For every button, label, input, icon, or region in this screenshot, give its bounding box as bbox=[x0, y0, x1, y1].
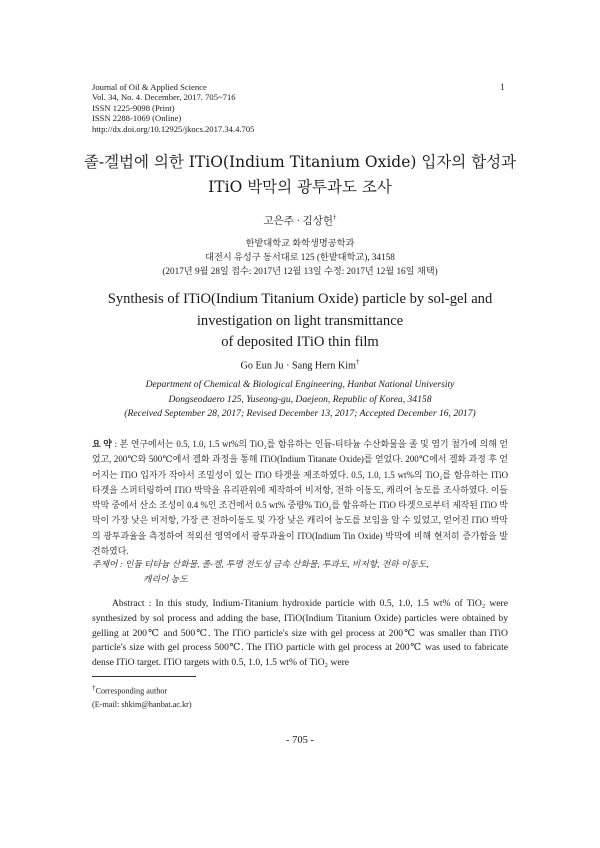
title-english-line3: of deposited ITiO thin film bbox=[221, 334, 379, 350]
title-korean bbox=[0, 150, 600, 200]
affiliation-english-line3: (Received September 28, 2017; Revised December 13, 2017; Accepted December 16, 2017) bbox=[124, 408, 476, 420]
keywords bbox=[92, 557, 508, 587]
abstract-english-text: : In this study, Indium-Titanium hydroxide particle with 0.5, 1.0, 1.5 wt% of TiO₂ were synthesized by sol process and adding the base, ITiO(Indium Titanium Oxide) particles were obtained by gelling at 200℃ and 500℃. The ITiO particle's size with gel process at 200℃ was smaller than ITiO particle's size with gel process 500℃. The ITiO particle with gel process at 200℃ was used to fabricate dense ITiO target. ITiO targets with 0.5, 1.0, 1.5 wt% of TiO₂ were bbox=[92, 598, 508, 669]
affiliation-korean-line2: 대전시 유성구 동서대로 125 (한밭대학교), 34158 bbox=[205, 252, 395, 263]
keywords-line1: 인듐 티타늄 산화물, 졸-겔, 투명 전도성 금속 산화물, 투과도, 비저항, 전하 이동도, bbox=[124, 559, 429, 569]
journal-name: Journal of Oil & Applied Science bbox=[92, 82, 207, 92]
affiliation-english-line2: Dongseodaero 125, Yuseong-gu, Daejeon, Republic of Korea, 34158 bbox=[168, 393, 432, 405]
authors-english bbox=[0, 358, 600, 371]
title-korean-line1: 졸-겔법에 의한 ITiO(Indium Titanium Oxide) 입자의 합성과 bbox=[83, 153, 517, 171]
doi-link[interactable]: http://dx.doi.org/10.12925/jkocs.2017.34.4.705 bbox=[92, 123, 255, 134]
keywords-line2: 캐리어 농도 bbox=[143, 574, 188, 584]
issn-print: ISSN 1225-9098 (Print) bbox=[92, 102, 175, 113]
footnote bbox=[92, 682, 192, 712]
abstract-korean-text: : 본 연구에서는 0.5, 1.0, 1.5 wt%의 TiO₂를 함유하는 인듐-티타늄 수산화물을 졸 및 염기 첨가에 의해 얻었고, 200℃와 500℃에서 겔화 과정을 통해 ITiO(Indium Titanate Oxide)를 얻었다. 200℃에서 겔화 과정 후 얻어지는 ITiO 입자가 작아서 조밀성이 있는 ITiO 타겟을 제조하였다. 0.5, 1.0, 1.5 wt%의 TiO₂를 함유하는 ITiO 타겟을 스퍼터링하여 ITiO 박막을 유리판위에 제작하여 비저항, 전하 이동도, 캐리어 농도를 조사하였다. 이들 박막 중에서 산소 조성이 0.4 %인 조건에서 0.5 wt% 중량% TiO₂를 함유하는 ITiO 타겟으로부터 제작된 ITiO 박막이 가장 낮은 비저항, 가장 큰 전하이동도 및 가장 낮은 캐리어 농도를 보임을 알 수 있었고, 얻어진 ITiO 박막의 광투과율을 측정하여 적외선 영역에서 광투과율이 ITO(Indium Tin Oxide) 박막에 비해 현저히 증가함을 발견하였다. bbox=[92, 439, 509, 557]
abstract-english bbox=[92, 597, 508, 671]
footnote-corresponding: Corresponding author bbox=[95, 686, 168, 696]
keywords-label: 주제어 : bbox=[92, 559, 123, 569]
affiliation-korean-line1: 한밭대학교 화학생명공학과 bbox=[245, 238, 355, 248]
dagger-mark-en: † bbox=[355, 358, 360, 366]
page-number-top: 1 bbox=[500, 82, 505, 92]
footnote-email: (E-mail: shkim@hanbat.ac.kr) bbox=[92, 700, 192, 710]
authors-english-names: Go Eun Ju · Sang Hern Kim bbox=[240, 360, 356, 372]
issn-online: ISSN 2288-1069 (Online) bbox=[92, 113, 182, 124]
title-korean-line2: ITiO 박막의 광투과도 조사 bbox=[208, 178, 392, 196]
footnote-rule bbox=[92, 676, 196, 677]
title-english-line1: Synthesis of ITiO(Indium Titanium Oxide) particle by sol-gel and bbox=[107, 291, 493, 307]
authors-korean-names: 고은주 · 김상헌 bbox=[263, 216, 334, 227]
affiliation-korean-line3: (2017년 9월 28일 접수: 2017년 12월 13일 수정: 2017년 12월 16일 채택) bbox=[162, 266, 438, 277]
authors-korean bbox=[0, 213, 600, 228]
dagger-mark: † bbox=[333, 213, 337, 222]
title-english bbox=[0, 289, 600, 354]
page-number-bottom: - 705 - bbox=[286, 735, 314, 746]
abstract-korean-label: 요 약 bbox=[92, 439, 112, 449]
volume-line: Vol. 34, No. 4. December, 2017. 705~716 bbox=[92, 92, 236, 103]
affiliation-korean bbox=[0, 236, 600, 279]
affiliation-english bbox=[0, 378, 600, 422]
journal-header bbox=[92, 82, 254, 134]
abstract-korean bbox=[92, 437, 508, 559]
footnote-dagger: † bbox=[92, 684, 96, 692]
abstract-english-label: Abstract bbox=[112, 598, 145, 609]
affiliation-english-line1: Department of Chemical & Biological Engineering, Hanbat National University bbox=[145, 379, 455, 390]
title-english-line2: investigation on light transmittance bbox=[196, 312, 404, 329]
